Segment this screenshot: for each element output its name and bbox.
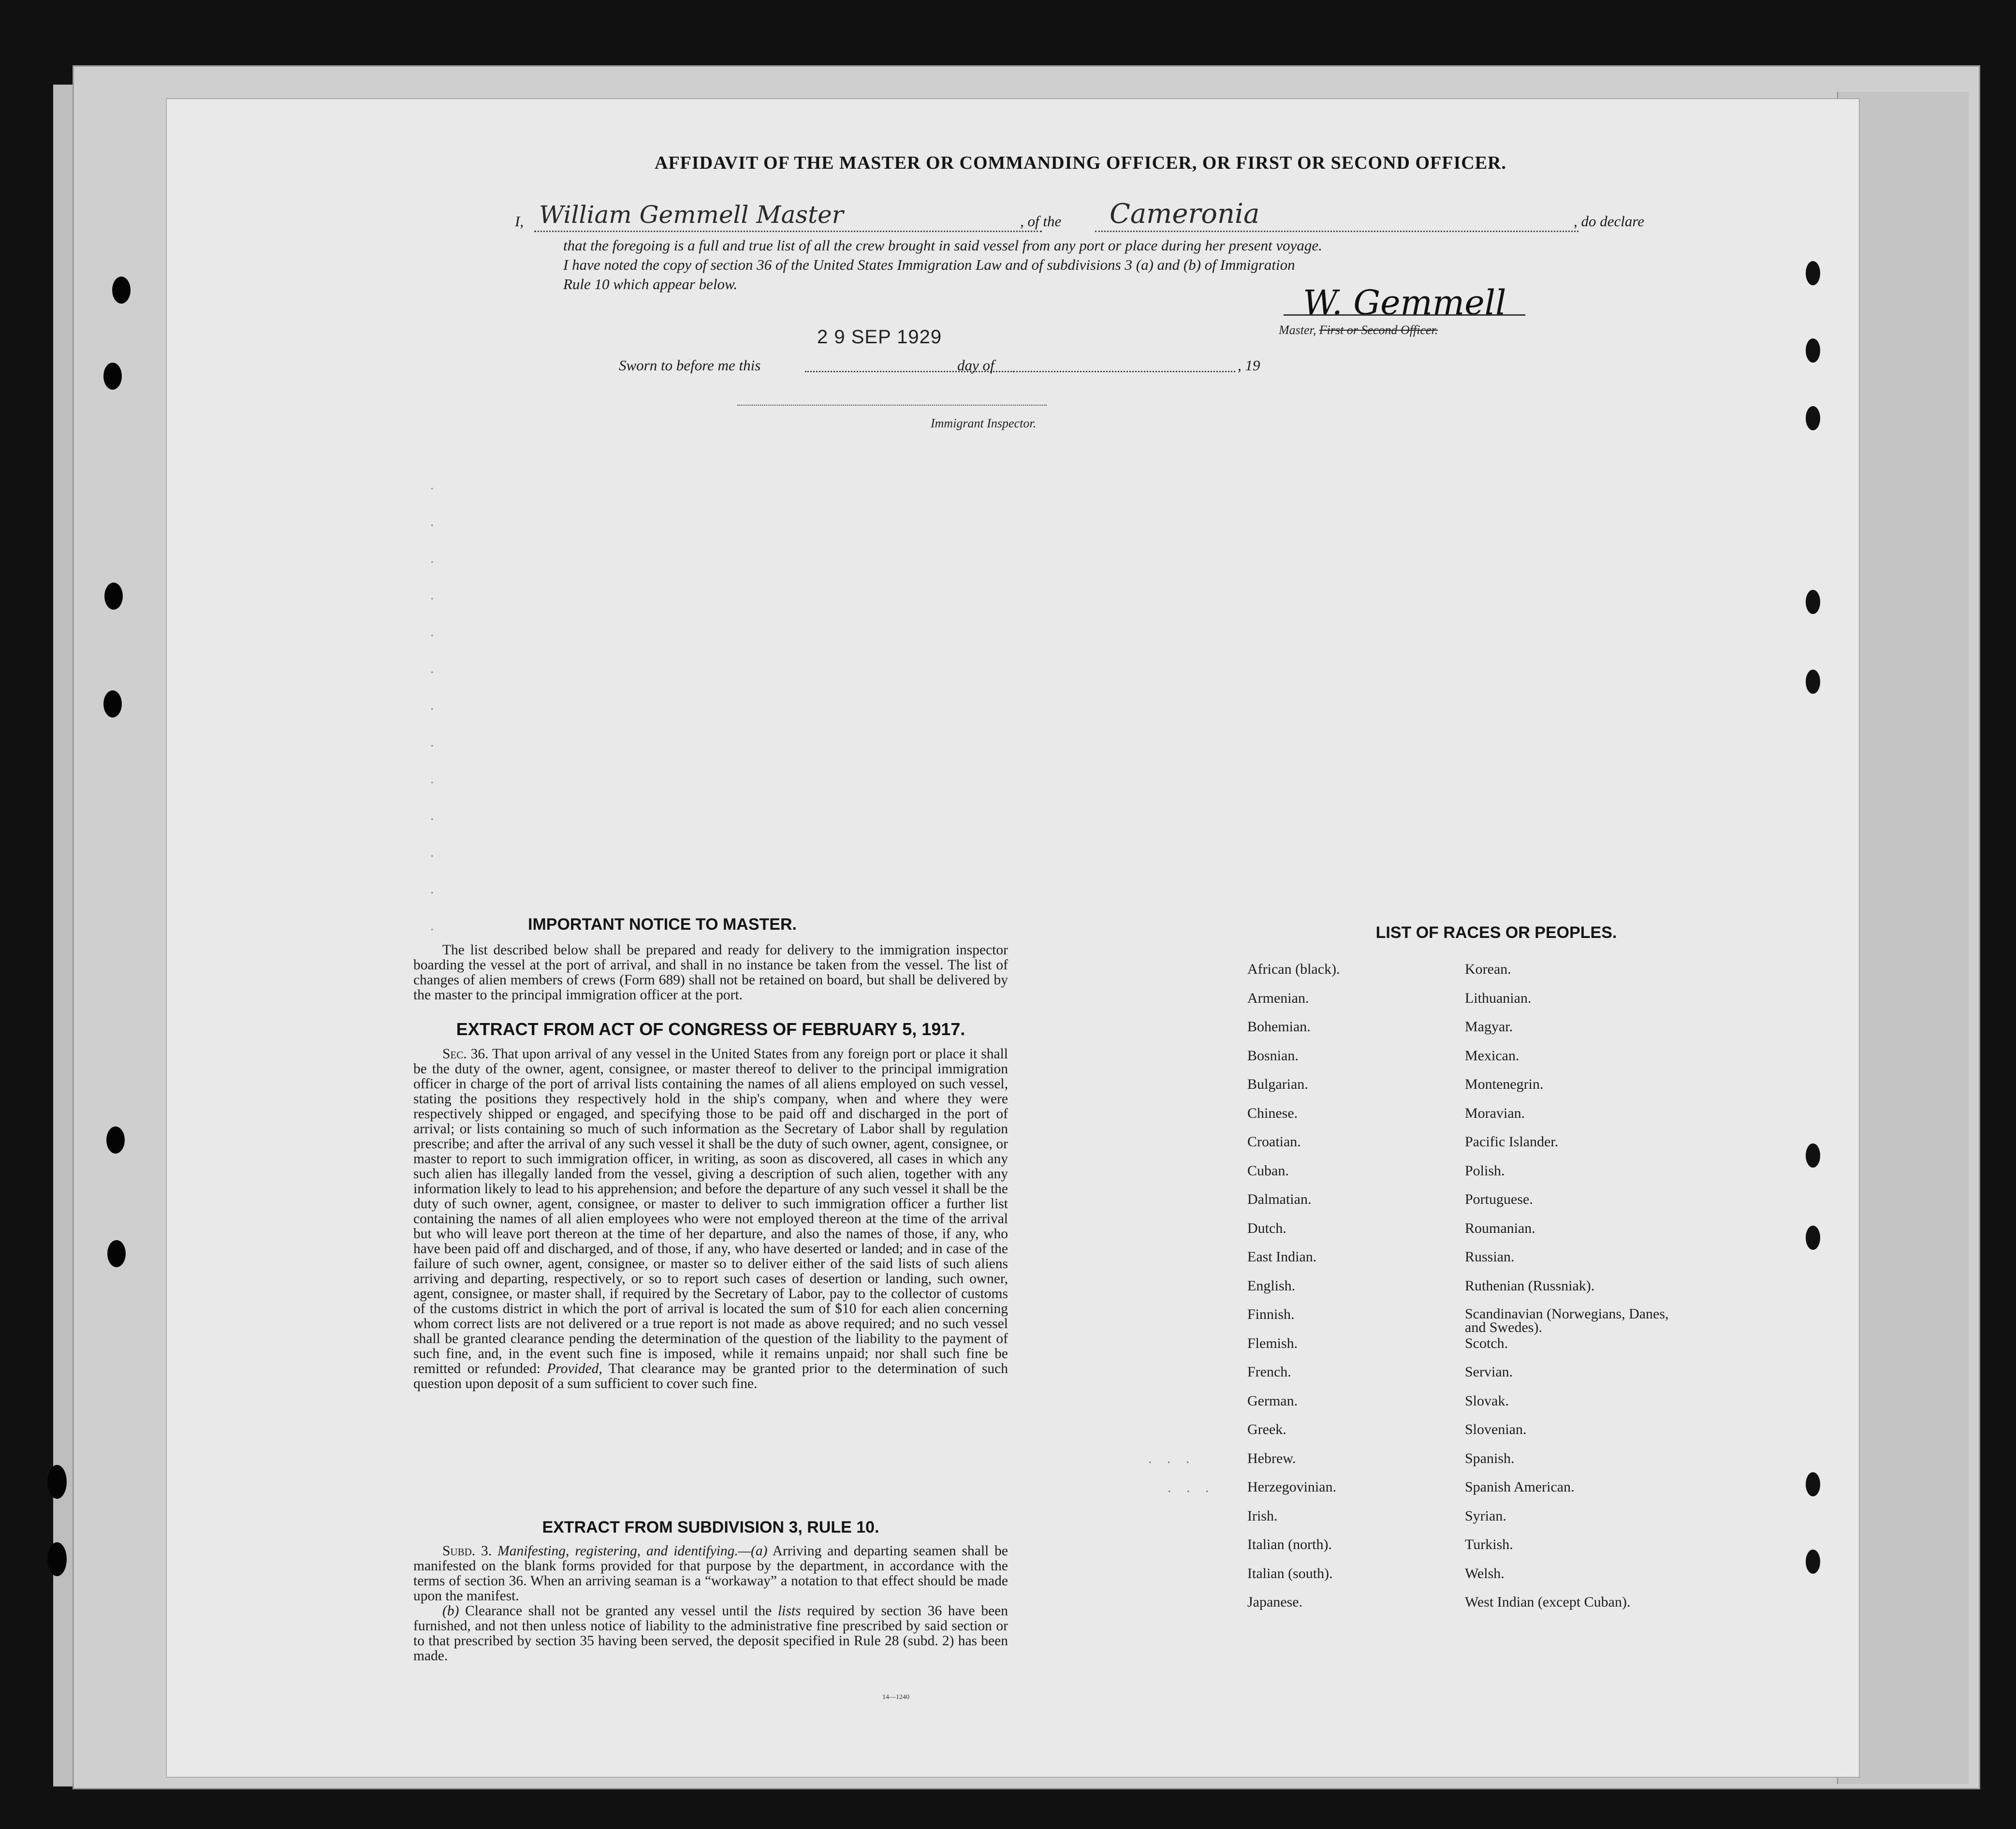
race-item-right: Spanish.	[1465, 1450, 1515, 1466]
rule-extract-heading: EXTRACT FROM SUBDIVISION 3, RULE 10.	[542, 1518, 879, 1536]
binder-hole	[103, 363, 122, 390]
race-item-left: Italian (north).	[1247, 1536, 1332, 1552]
race-item-left: Croatian.	[1247, 1134, 1301, 1150]
sworn-prefix: Sworn to before me this	[619, 357, 761, 374]
para-b-label: (b)	[442, 1603, 459, 1619]
race-item-right: Turkish.	[1465, 1536, 1513, 1552]
sworn-year: , 19	[1238, 357, 1260, 374]
affidavit-page	[167, 99, 1859, 1777]
race-item-right: Lithuanian.	[1465, 990, 1532, 1006]
race-item-right: Spanish American.	[1465, 1479, 1575, 1495]
provided-word: Provided,	[547, 1361, 602, 1376]
binder-hole	[106, 1127, 125, 1154]
stray-dots: . . .	[1148, 1450, 1196, 1466]
master-name-handwritten: William Gemmell Master	[539, 201, 844, 229]
binder-hole	[112, 277, 131, 304]
punch-hole	[1806, 670, 1820, 694]
race-item-right: Moravian.	[1465, 1105, 1525, 1121]
race-item-right: Russian.	[1465, 1249, 1515, 1265]
race-item-right: Magyar.	[1465, 1019, 1513, 1035]
punch-hole	[1806, 1472, 1820, 1496]
act-extract-heading: EXTRACT FROM ACT OF CONGRESS OF FEBRUARY 5, 1917.	[456, 1019, 965, 1039]
signature-caption	[1279, 323, 1438, 337]
rule-extract-text	[413, 1544, 1008, 1664]
declaration-line-3: I have noted the copy of section 36 of the United States Immigration Law and of subdivisions 3 (a) and (b) of Immigration	[563, 256, 1295, 273]
act-extract-text	[413, 1047, 1008, 1391]
master-name-line	[534, 231, 1042, 232]
para-b-text-2: required by section 36 have been furnished, and not then unless notice of liability to the administrative fine prescribed by said section or to that prescribed by section 35 having been served, the deposit specified in Rule 28 (subd. 2) has been made.	[413, 1603, 1008, 1664]
section-36-text: That upon arrival of any vessel in the United States from any foreign port or place it shall be the duty of the owner, agent, consignee, or master thereof to deliver to the principal immigration officer in charge of the port of arrival lists containing the names of all aliens employed on such vessel, stating the positions they respectively hold in the ship's company, when and where they were respectively shipped or engaged, and specifying those to be paid off and discharged in the port of arrival; or lists containing so much of such information as the Secretary of Labor shall by regulation prescribe; and after the arrival of any such vessel it shall be the duty of such owner, agent, consignee, or master to report to such immigration officer, in writing, as soon as discovered, all cases in which any such alien has illegally landed from the vessel, giving a description of such alien, together with any information likely to lead to his apprehension; and before the departure of any such vessel it shall be the duty of such owner, agent, consignee, or master to deliver to such immigration officer a further list containing the names of all alien employees who were not employed thereon at the time of the arrival but who will leave port thereon at the time of her departure, and also the names of those, if any, who have been paid off and discharged, and of those, if any, who have deserted or landed; and in case of the failure of such owner, agent, consignee, or master so to deliver either of the said lists of such aliens arriving and departing, respectively, or so to report such cases of desertion or landing, such owner, agent, consignee, or master shall, if required by the Secretary of Labor, pay to the collector of customs of the customs district in which the port of arrival is located the sum of $10 for each alien concerning whom correct lists are not delivered or a true report is not made as above required; and no such vessel shall be granted clearance pending the determination of the question of the liability to the payment of such fine, and, in the event such fine is imposed, while it remains unpaid; nor shall such fine be remitted or refunded:	[413, 1046, 1008, 1376]
inspector-caption: Immigrant Inspector.	[931, 416, 1037, 430]
sworn-month-line	[1013, 371, 1235, 372]
signature-line	[1284, 314, 1525, 316]
punch-hole	[1806, 406, 1820, 430]
race-item-right: Welsh.	[1465, 1565, 1505, 1581]
binder-hole	[104, 583, 123, 610]
caption-master: Master,	[1279, 323, 1316, 337]
race-item-right: Portuguese.	[1465, 1191, 1533, 1207]
races-right-column	[1465, 962, 1687, 1624]
race-item-left: Flemish.	[1247, 1335, 1298, 1351]
race-item-left: Bulgarian.	[1247, 1076, 1308, 1092]
race-item-left: English.	[1247, 1277, 1296, 1294]
race-item-left: Herzegovinian.	[1247, 1479, 1337, 1495]
vessel-name-handwritten: Cameronia	[1110, 198, 1260, 230]
race-item-left: Chinese.	[1247, 1105, 1298, 1121]
race-item-left: Finnish.	[1247, 1306, 1295, 1322]
race-item-right: Syrian.	[1465, 1507, 1506, 1524]
punch-hole	[1806, 1550, 1820, 1574]
master-signature: W. Gemmell	[1303, 283, 1506, 322]
race-item-left: East Indian.	[1247, 1249, 1317, 1265]
inspector-signature-line	[737, 405, 1047, 406]
race-item-left: German.	[1247, 1392, 1298, 1409]
race-item-left: Bohemian.	[1247, 1019, 1311, 1035]
race-item-left: Japanese.	[1247, 1594, 1303, 1610]
subd-label: Subd. 3.	[442, 1543, 492, 1559]
section-36-text-end: That clearance may be granted prior to the determination of such question upon deposit of a sum sufficient to cover such fine.	[413, 1361, 1008, 1391]
para-a-label: —(a)	[738, 1543, 768, 1559]
declaration-line-2: that the foregoing is a full and true list of all the crew brought in said vessel from any port or place during her present voyage.	[563, 237, 1322, 254]
race-item-left: Armenian.	[1247, 990, 1309, 1006]
binder-hole	[103, 690, 122, 717]
punch-hole	[1806, 1143, 1820, 1168]
race-item-left: Dutch.	[1247, 1220, 1286, 1236]
declaration-line-1	[515, 213, 524, 230]
declaration-prefix: I,	[515, 213, 524, 230]
races-heading: LIST OF RACES OR PEOPLES.	[1375, 923, 1617, 942]
declaration-of-the: , of the	[1020, 213, 1062, 230]
race-item-right: West Indian (except Cuban).	[1465, 1594, 1631, 1610]
caption-struck-officer: First or Second Officer.	[1319, 323, 1438, 337]
punch-hole	[1806, 590, 1820, 614]
race-item-left: Bosnian.	[1247, 1047, 1299, 1064]
punch-hole	[1806, 338, 1820, 363]
race-item-right: Polish.	[1465, 1162, 1505, 1179]
rule-para-a	[413, 1544, 1008, 1604]
date-stamp: 2 9 SEP 1929	[817, 326, 942, 348]
race-item-right: Servian.	[1465, 1364, 1513, 1380]
race-item-right: Korean.	[1465, 961, 1511, 977]
race-item-right: Scandinavian (Norwegians, Danes, and Swedes).	[1465, 1306, 1669, 1335]
form-code: 14—1240	[882, 1694, 909, 1701]
race-item-left: Greek.	[1247, 1421, 1286, 1437]
show-through-marks: . . . . . . . . . . . . .	[430, 477, 440, 934]
stray-dots: . . .	[1168, 1479, 1215, 1495]
notice-text	[413, 943, 1008, 1003]
subd-title: Manifesting, registering, and identifying.	[497, 1543, 738, 1559]
section-label: Sec. 36.	[442, 1046, 489, 1062]
punch-hole	[1806, 261, 1820, 285]
vessel-name-line	[1095, 231, 1578, 232]
declaration-line-4: Rule 10 which appear below.	[563, 276, 738, 293]
race-item-right: Mexican.	[1465, 1047, 1519, 1064]
race-item-right: Slovak.	[1465, 1392, 1509, 1409]
race-item-right: Roumanian.	[1465, 1220, 1535, 1236]
binder-hole	[47, 1542, 67, 1576]
rule-para-b	[413, 1604, 1008, 1664]
race-item-left: French.	[1247, 1364, 1291, 1380]
para-b-text-1: Clearance shall not be granted any vessel until the	[465, 1603, 772, 1619]
para-b-lists: lists	[777, 1603, 801, 1619]
race-item-right: Montenegrin.	[1465, 1076, 1544, 1092]
binder-hole	[47, 1465, 67, 1499]
punch-hole	[1806, 1226, 1820, 1250]
race-item-right: Slovenian.	[1465, 1421, 1527, 1437]
race-item-left: Italian (south).	[1247, 1565, 1333, 1581]
race-item-right: Scotch.	[1465, 1335, 1508, 1351]
para-a-text: Arriving and departing seamen shall be manifested on the blank forms provided for that purpose by the department, in accordance with the terms of section 36. When an arriving seaman is a “workaway” a notation to that effect should be made upon the manifest.	[413, 1543, 1008, 1604]
race-item-left: Hebrew.	[1247, 1450, 1296, 1466]
race-item-left: Cuban.	[1247, 1162, 1289, 1179]
race-item-left: Dalmatian.	[1247, 1191, 1312, 1207]
race-item-right: Ruthenian (Russniak).	[1465, 1277, 1595, 1294]
sworn-day-of: day of	[957, 357, 994, 374]
act-paragraph	[413, 1047, 1008, 1391]
race-item-left: African (black).	[1247, 961, 1340, 977]
binder-hole	[107, 1240, 126, 1267]
sworn-day-line	[805, 371, 1047, 372]
notice-heading: IMPORTANT NOTICE TO MASTER.	[528, 915, 797, 934]
races-left-column	[1247, 962, 1455, 1624]
affidavit-title: AFFIDAVIT OF THE MASTER OR COMMANDING OFFICER, OR FIRST OR SECOND OFFICER.	[655, 153, 1506, 173]
race-item-left: Irish.	[1247, 1507, 1278, 1524]
declaration-do-declare: , do declare	[1574, 213, 1645, 230]
race-item-right: Pacific Islander.	[1465, 1134, 1559, 1150]
notice-paragraph: The list described below shall be prepared and ready for delivery to the immigration inspector boarding the vessel at the port of arrival, and shall in no instance be taken from the vessel. The list of changes of alien members of crews (Form 689) shall not be retained on board, but shall be delivered by the master to the principal immigration officer at the port.	[413, 942, 1008, 1003]
